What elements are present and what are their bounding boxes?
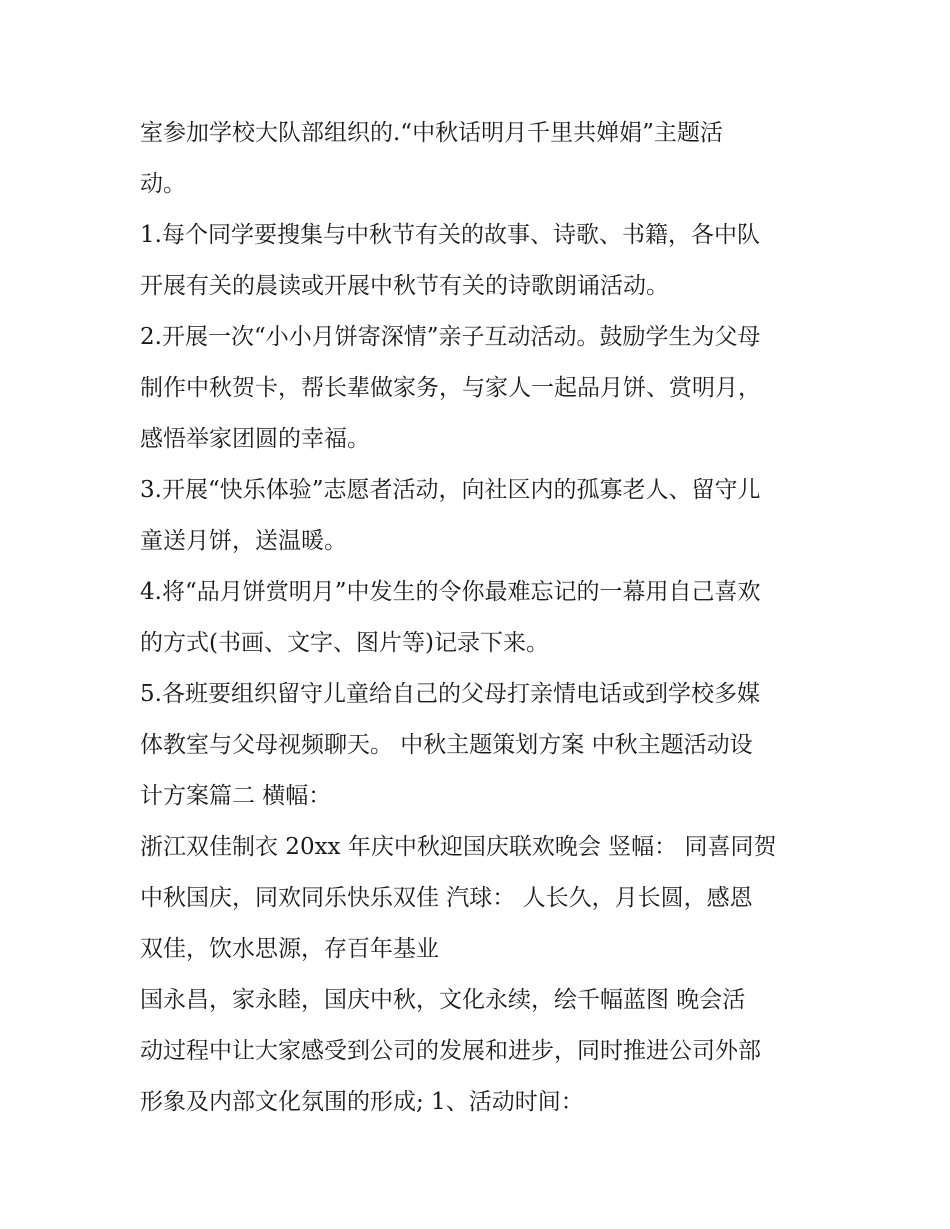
text-line: 开展有关的晨读或开展中秋节有关的诗歌朗诵活动。 (140, 273, 669, 299)
text-line: 计方案篇二 横幅： (140, 783, 332, 809)
text-line: 双佳，饮水思源，存百年基业 (140, 936, 439, 962)
text-line: 1.每个同学要搜集与中秋节有关的故事、诗歌、书籍，各中队 (140, 222, 760, 248)
text-line: 2.开展一次“小小月饼寄深情”亲子互动活动。鼓励学生为父母 (140, 324, 761, 350)
text-line: 浙江双佳制衣 20xx 年庆中秋迎国庆联欢晚会 竖幅： 同喜同贺 (140, 834, 777, 860)
text-line: 国永昌，家永睦，国庆中秋，文化永续，绘千幅蓝图 晚会活 (140, 987, 746, 1013)
text-line: 感悟举家团圆的幸福。 (140, 426, 370, 452)
text-line: 动。 (140, 171, 186, 197)
text-line: 4.将“品月饼赏明月”中发生的令你最难忘记的一幕用自己喜欢 (140, 579, 761, 605)
text-line: 制作中秋贺卡，帮长辈做家务，与家人一起品月饼、赏明月， (140, 375, 761, 401)
text-line: 中秋国庆，同欢同乐快乐双佳 汽球： 人长久，月长圆，感恩 (140, 885, 753, 911)
text-line: 5.各班要组织留守儿童给自己的父母打亲情电话或到学校多媒 (140, 681, 760, 707)
text-line: 形象及内部文化氛围的形成; 1、活动时间： (140, 1089, 584, 1115)
text-line: 动过程中让大家感受到公司的发展和进步，同时推进公司外部 (140, 1038, 761, 1064)
text-line: 体教室与父母视频聊天。 中秋主题策划方案 中秋主题活动设 (140, 732, 753, 758)
document-body (140, 108, 820, 1128)
text-line: 童送月饼，送温暖。 (140, 528, 347, 554)
text-line: 3.开展“快乐体验”志愿者活动，向社区内的孤寡老人、留守儿 (140, 477, 761, 503)
text-line: 的方式(书画、文字、图片等)记录下来。 (140, 630, 549, 656)
text-line: 室参加学校大队部组织的.“中秋话明月千里共婵娟”主题活 (140, 120, 723, 146)
